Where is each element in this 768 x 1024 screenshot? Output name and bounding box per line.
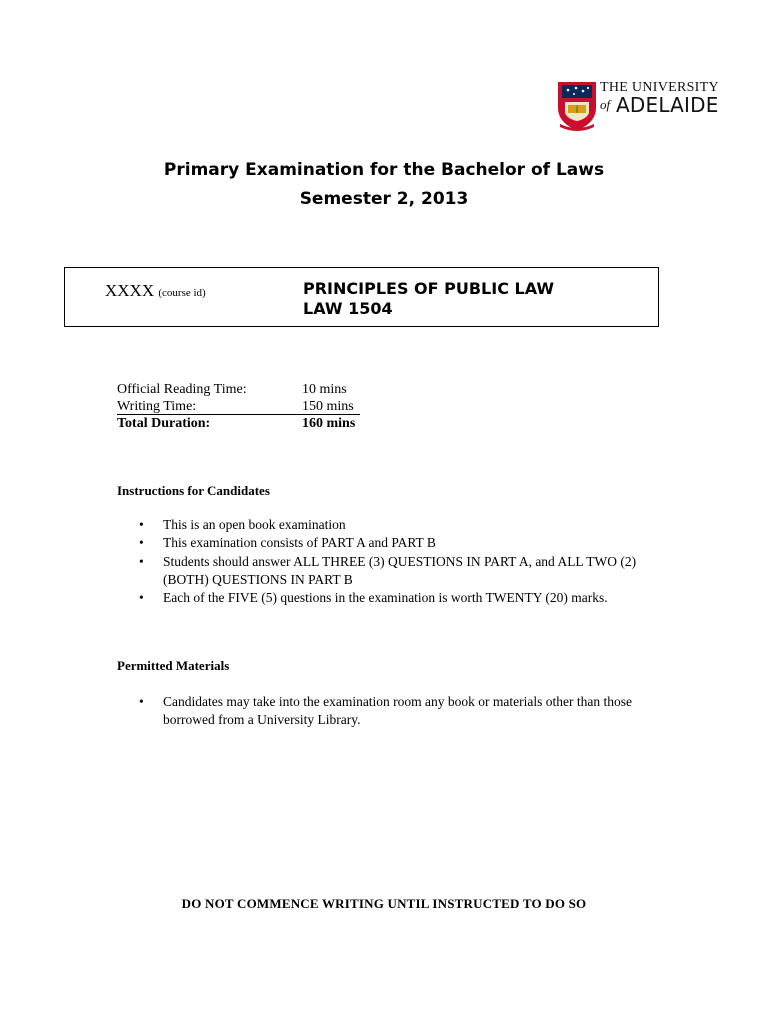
- course-id-note: (course id): [158, 287, 206, 299]
- writing-time-row: [117, 398, 360, 415]
- reading-time-label: Official Reading Time:: [117, 382, 247, 397]
- permitted-materials-heading: Permitted Materials: [117, 658, 230, 673]
- course-code: LAW 1504: [303, 299, 393, 318]
- logo-line1: THE UNIVERSITY: [600, 80, 719, 95]
- list-item: • Each of the FIVE (5) questions in the examination is worth TWENTY (20) marks.: [117, 589, 657, 607]
- instructions-heading: Instructions for Candidates: [117, 483, 270, 498]
- course-name: [303, 279, 554, 319]
- exam-semester: Semester 2, 2013: [299, 189, 469, 209]
- course-box: [64, 267, 659, 327]
- list-item: • Students should answer ALL THREE (3) QUESTIONS IN PART A, and ALL TWO (2) (BOTH) QUESTIONS IN PART B: [117, 553, 657, 590]
- duration-table: [117, 381, 360, 432]
- reading-time-row: [117, 381, 360, 398]
- writing-time-label: Writing Time:: [117, 399, 197, 414]
- permitted-materials-list: [117, 693, 657, 730]
- writing-time-value: 150 mins: [302, 399, 354, 414]
- total-duration-value: 160 mins: [302, 416, 356, 431]
- logo-line2: ADELAIDE: [616, 93, 719, 117]
- total-duration-label: Total Duration:: [117, 416, 211, 431]
- list-item: • This is an open book examination: [117, 516, 657, 534]
- reading-time-value: 10 mins: [302, 382, 347, 397]
- list-item: • Candidates may take into the examination room any book or materials other than those borrowed from a University Library.: [117, 693, 657, 730]
- course-id: [105, 281, 206, 301]
- logo-of: of: [600, 97, 611, 112]
- course-name-title: PRINCIPLES OF PUBLIC LAW: [303, 279, 555, 298]
- commence-warning: DO NOT COMMENCE WRITING UNTIL INSTRUCTED TO DO SO: [181, 896, 587, 911]
- list-item: • This examination consists of PART A and PART B: [117, 534, 657, 552]
- course-id-code: XXXX: [105, 281, 155, 300]
- university-logo: [556, 80, 721, 132]
- instructions-list: [117, 516, 657, 607]
- exam-title: Primary Examination for the Bachelor of Laws: [163, 160, 605, 180]
- shield-crest-icon: [556, 80, 598, 132]
- total-duration-row: [117, 415, 360, 432]
